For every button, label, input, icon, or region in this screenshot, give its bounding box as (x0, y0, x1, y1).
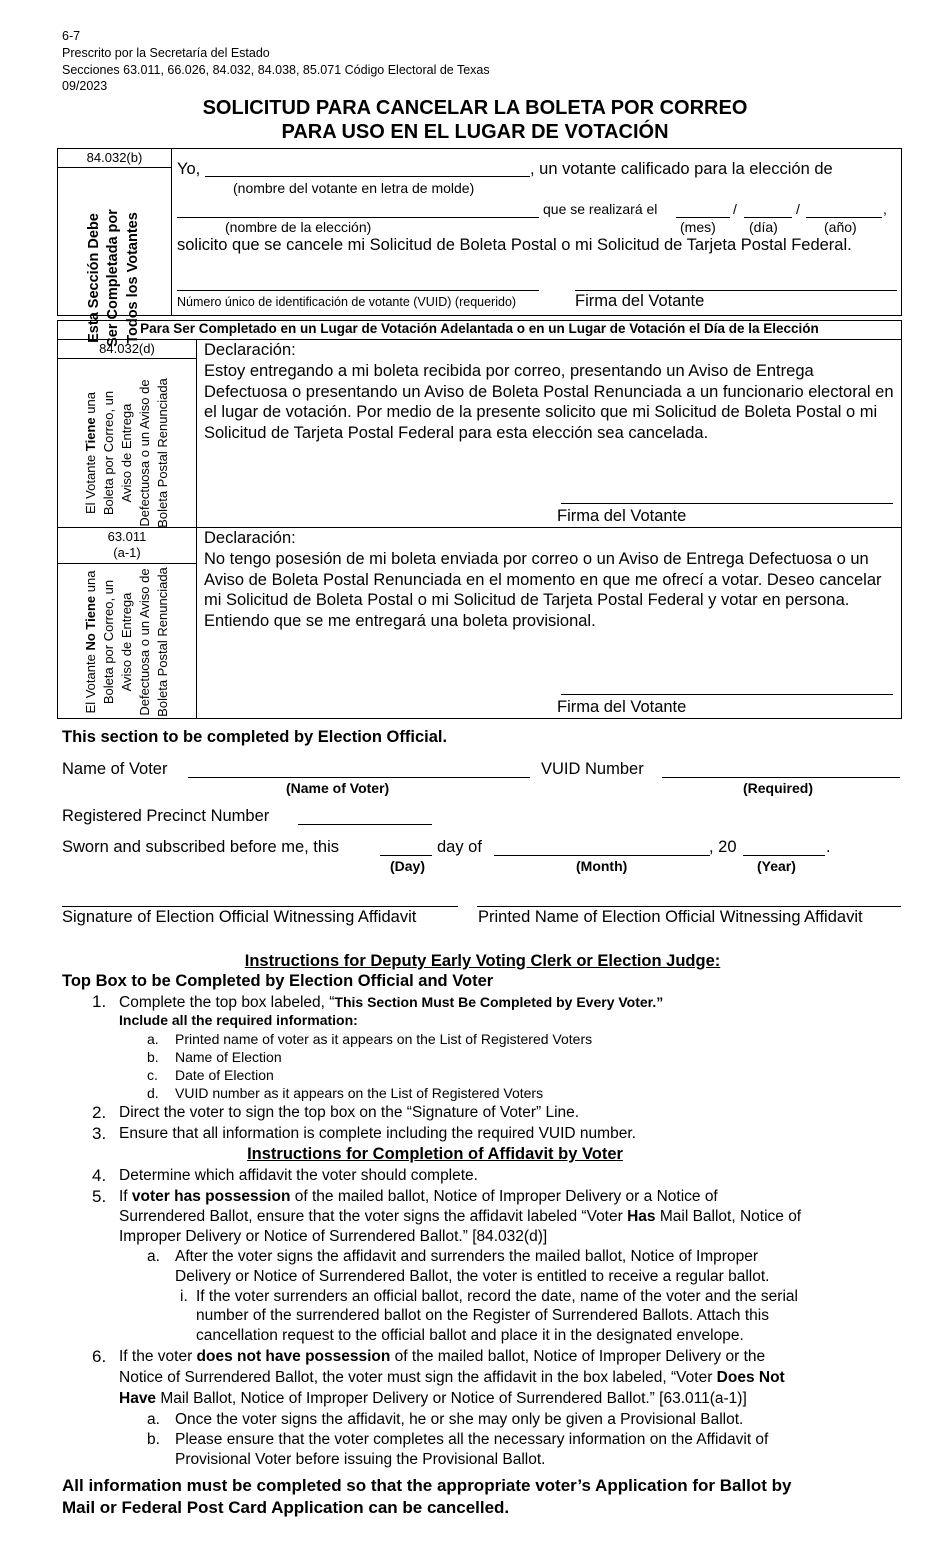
day-of-text: day of (437, 838, 482, 856)
top-box-code: 84.032(b) (86, 150, 143, 165)
election-name-line[interactable] (177, 217, 539, 218)
instruction-1a: Printed name of voter as it appears on the List of Registered Voters (175, 1031, 593, 1047)
sworn-year-line[interactable] (743, 855, 825, 856)
instruction-1-sub: Include all the required information: (119, 1012, 358, 1028)
official-printed-name-caption: Printed Name of Election Official Witnessing Affidavit (478, 908, 863, 926)
has-heading: Declaración: (204, 341, 296, 359)
not-has-body: No tengo posesión de mi boleta enviada por correo o un Aviso de Entrega Defectuosa o un Aviso de Boleta Postal Renunciada en el momento en que me ofrecí a votar. Deseo cancelar mi Solicitud de Boleta Postal o mi Solicitud de Tarjeta Postal Federal y votar en persona. Entiendo que se me entregará una boleta provisional. (204, 550, 882, 630)
code-sections: Secciones 63.011, 66.026, 84.032, 84.038, 85.071 Código Electoral de Texas (62, 63, 490, 77)
instruction-6a: Once the voter signs the affidavit, he or she may only be given a Provisional Ballot. (175, 1411, 744, 1428)
instruction-5a-line2: Delivery or Notice of Surrendered Ballot, the voter is entitled to receive a regular ballot. (175, 1268, 770, 1285)
instruction-1b: Name of Election (175, 1049, 282, 1065)
has-signature-line[interactable] (561, 503, 893, 504)
affidavit-banner: Para Ser Completado en un Lugar de Votación Adelantada o en un Lugar de Votación el Día de la Elección (140, 321, 819, 336)
not-has-heading: Declaración: (204, 529, 296, 547)
not-has-signature-line[interactable] (561, 694, 893, 695)
instruction-2: Direct the voter to sign the top box on the “Signature of Voter” Line. (119, 1104, 580, 1121)
form-number: 6-7 (62, 29, 81, 43)
vuid-caption: Número único de identificación de votante (VUID) (requerido) (177, 295, 517, 309)
yo-label: Yo, (177, 160, 201, 178)
voter-name-line[interactable] (205, 176, 530, 177)
month-line[interactable] (676, 217, 730, 218)
vuid-number-label: VUID Number (541, 760, 644, 778)
official-printed-name-line[interactable] (477, 906, 901, 907)
not-has-code: 63.011 (a-1) (107, 529, 147, 560)
day-caption: (día) (749, 219, 778, 235)
official-vuid-line[interactable] (662, 777, 900, 778)
page-subtitle: PARA USO EN EL LUGAR DE VOTACIÓN (281, 121, 669, 143)
instruction-5ai-line2: number of the surrendered ballot on the Register of Surrendered Ballots. Attach this (196, 1307, 769, 1324)
instruction-5ai-line3: cancellation request to the official ballot and place it in the designated envelope. (196, 1327, 744, 1344)
vuid-line[interactable] (177, 290, 539, 291)
year-prefix: , 20 (709, 838, 737, 856)
has-body: Estoy entregando a mi boleta recibida por correo, presentando un Aviso de Entrega Defectuosa o presentando un Aviso de Boleta Postal Renunciada a un funcionario electoral en el lugar de votación. Por medio de la presente solicito que mi Solicitud de Boleta Postal o mi Solicitud de Tarjeta Postal Federal para esta elección sea cancelada. (204, 362, 894, 442)
election-date-text: que se realizará el (543, 201, 658, 217)
sworn-month-line[interactable] (494, 855, 710, 856)
instruction-6b-line2: Provisional Voter before issuing the Provisional Ballot. (175, 1451, 546, 1468)
affidavit-instructions-heading: Instructions for Completion of Affidavit by Voter (247, 1145, 623, 1163)
instruction-4: Determine which affidavit the voter should complete. (119, 1167, 478, 1184)
not-has-signature-caption: Firma del Votante (557, 698, 687, 716)
page-title: SOLICITUD PARA CANCELAR LA BOLETA POR CORREO (202, 97, 748, 119)
official-heading: This section to be completed by Election Official. (62, 728, 448, 746)
official-signature-caption: Signature of Election Official Witnessing Affidavit (62, 908, 417, 926)
sworn-day-line[interactable] (380, 855, 432, 856)
sworn-month-caption: (Month) (576, 858, 628, 874)
precinct-line[interactable] (298, 824, 432, 825)
has-code: 84.032(d) (99, 341, 155, 356)
instruction-1c: Date of Election (175, 1067, 274, 1083)
form-date: 09/2023 (62, 79, 108, 93)
voter-name-caption: (nombre del votante en letra de molde) (233, 180, 475, 196)
prescribed-by: Prescrito por la Secretaría del Estado (62, 46, 270, 60)
qualified-voter-text: , un votante calificado para la elección de (530, 160, 833, 178)
instruction-6-line2: Notice of Surrendered Ballot, the voter must sign the affidavit in the box labeled, “Voter Does Not (119, 1369, 785, 1386)
year-line[interactable] (806, 217, 882, 218)
precinct-label: Registered Precinct Number (62, 807, 270, 825)
year-caption: (año) (824, 219, 857, 235)
instruction-1d: VUID number as it appears on the List of Registered Voters (175, 1085, 544, 1101)
instruction-1: Complete the top box labeled, “This Section Must Be Completed by Every Voter.” (119, 994, 664, 1011)
name-of-voter-caption: (Name of Voter) (286, 780, 390, 796)
top-signature-line[interactable] (575, 290, 897, 291)
instruction-6b: Please ensure that the voter completes all the necessary information on the Affidavit of (175, 1431, 769, 1448)
has-side-label: El Votante Tiene una Boleta por Correo, un Aviso de Entrega Defectuosa o un Aviso de Boleta Postal Renunciada (83, 378, 170, 528)
instructions-heading: Instructions for Deputy Early Voting Clerk or Election Judge: (244, 952, 721, 970)
sworn-day-caption: (Day) (390, 858, 426, 874)
footer-line2: Mail or Federal Post Card Application can be cancelled. (62, 1498, 510, 1517)
footer-line1: All information must be completed so that the appropriate voter’s Application for Ballot by (62, 1476, 792, 1495)
day-line[interactable] (744, 217, 792, 218)
instruction-5-line2: Surrendered Ballot, ensure that the voter signs the affidavit labeled “Voter Has Mail Ballot, Notice of (119, 1208, 802, 1225)
top-box-side-label: Esta Sección Debe Ser Completada por Todos los Votantes (85, 209, 141, 347)
vuid-required-caption: (Required) (743, 780, 813, 796)
request-text: solicito que se cancele mi Solicitud de Boleta Postal o mi Solicitud de Tarjeta Postal Federal. (177, 236, 852, 254)
top-signature-caption: Firma del Votante (575, 292, 705, 310)
official-signature-line[interactable] (62, 906, 458, 907)
month-caption: (mes) (680, 219, 716, 235)
election-name-caption: (nombre de la elección) (225, 219, 372, 235)
instruction-5a: After the voter signs the affidavit and surrenders the mailed ballot, Notice of Improper (175, 1248, 758, 1265)
sworn-text: Sworn and subscribed before me, this (62, 838, 339, 856)
instruction-6-line3: Have Mail Ballot, Notice of Improper Delivery or Notice of Surrendered Ballot.” [63.011(a-1)] (119, 1390, 747, 1407)
instruction-6: If the voter does not have possession of the mailed ballot, Notice of Improper Delivery or the (119, 1348, 766, 1365)
instruction-5ai: If the voter surrenders an official ballot, record the date, name of the voter and the serial (196, 1288, 798, 1305)
instruction-5-line3: Improper Delivery or Notice of Surrendered Ballot.” [84.032(d)] (119, 1228, 548, 1245)
has-signature-caption: Firma del Votante (557, 507, 687, 525)
name-of-voter-label: Name of Voter (62, 760, 168, 778)
official-voter-name-line[interactable] (188, 777, 530, 778)
top-box-instructions-heading: Top Box to be Completed by Election Official and Voter (62, 972, 494, 990)
instruction-3: Ensure that all information is complete including the required VUID number. (119, 1125, 636, 1142)
instruction-5: If voter has possession of the mailed ballot, Notice of Improper Delivery or a Notice of (119, 1188, 718, 1205)
not-has-side-label: El Votante No Tiene una Boleta por Correo, un Aviso de Entrega Defectuosa o un Aviso de Boleta Postal Renunciada (83, 567, 170, 717)
sworn-year-caption: (Year) (757, 858, 796, 874)
